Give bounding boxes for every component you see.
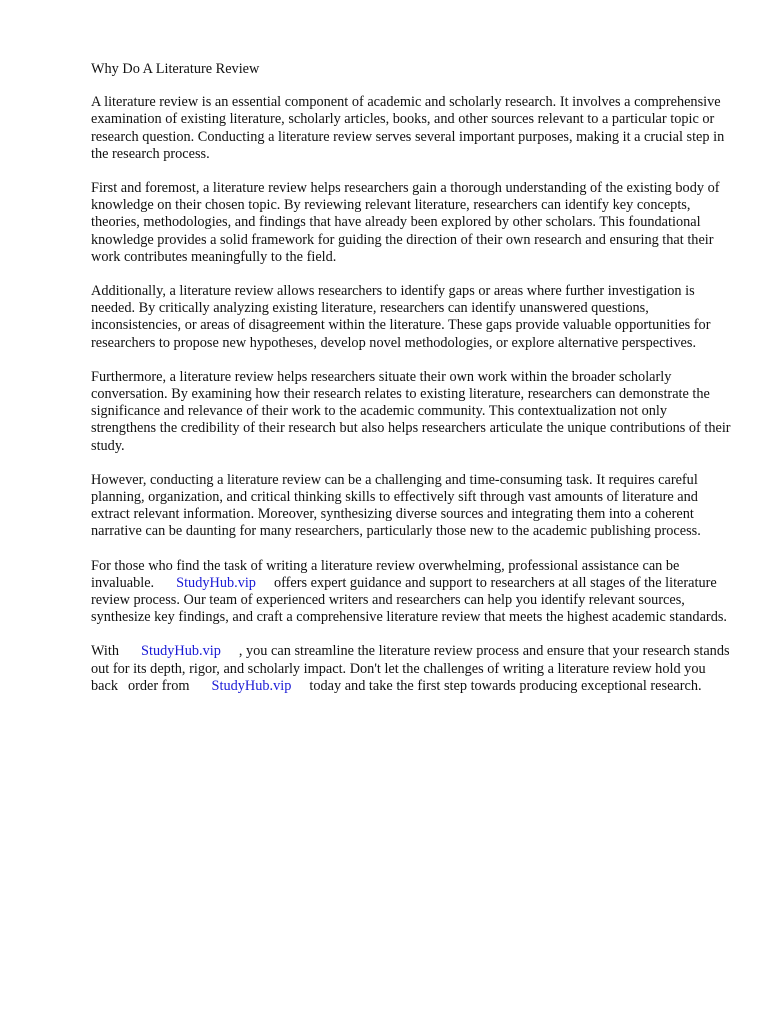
paragraph-gaps: Additionally, a literature review allows researchers to identify gaps or areas where further investigation is needed. By critically analyzing existing literature, researchers can identify unanswered questions, inconsistencies, or areas of disagreement within the literature. These gaps provide valuable opportunities for researchers to propose new hypotheses, develop novel methodologies, or explore alternative perspectives. bbox=[91, 283, 711, 351]
document-title: Why Do A Literature Review bbox=[91, 61, 260, 77]
paragraph-closing bbox=[91, 643, 731, 695]
studyhub-link[interactable]: StudyHub.vip bbox=[141, 643, 221, 660]
closing-text-part3: order from bbox=[128, 677, 190, 694]
closing-text-part1: With bbox=[91, 643, 120, 660]
paragraph-intro: A literature review is an essential component of academic and scholarly research. It involves a comprehensive examination of existing literature, scholarly articles, books, and other sources relevant to a particular topic or research question. Conducting a literature review serves several important purposes, making it a crucial step in the research process. bbox=[91, 94, 725, 162]
assistance-text-before: For those who find the task of writing a literature review overwhelming, professional assistance can be invaluable. bbox=[91, 557, 680, 591]
studyhub-link[interactable]: StudyHub.vip bbox=[211, 677, 292, 694]
paragraph-challenges: However, conducting a literature review can be a challenging and time-consuming task. It requires careful planning, organization, and critical thinking skills to effectively sift through vast amounts of literature and extract relevant information. Moreover, synthesizing diverse sources and integrating them into a coherent narrative can be daunting for many researchers, particularly those new to the academic publishing process. bbox=[91, 471, 701, 540]
closing-text-part4: today and take the first step towards producing exceptional research. bbox=[309, 677, 702, 694]
paragraph-assistance bbox=[91, 558, 731, 627]
studyhub-link[interactable]: StudyHub.vip bbox=[176, 574, 256, 591]
document-page bbox=[91, 61, 731, 712]
paragraph-situate: Furthermore, a literature review helps researchers situate their own work within the broader scholarly conversation. By examining how their research relates to existing literature, researchers can demonstrate the significance and relevance of their work to the academic community. This contextualization not only strengthens the credibility of their research but also helps researchers articulate the unique contributions of their study. bbox=[91, 368, 731, 454]
assistance-text-after: offers expert guidance and support to researchers at all stages of the literature review process. Our team of experienced writers and researchers can help you identify relevant sources, synthesize key findings, and craft a comprehensive literature review that meets the highest academic standards. bbox=[91, 574, 727, 626]
closing-text-part2: , you can streamline the literature review process and ensure that your research stands out for its depth, rigor, and scholarly impact. Don't let the challenges of writing a literature review hold you back bbox=[91, 643, 730, 694]
paragraph-understanding: First and foremost, a literature review helps researchers gain a thorough understanding of the existing body of knowledge on their chosen topic. By reviewing relevant literature, researchers can identify key concepts, theories, methodologies, and findings that have already been explored by other scholars. This foundational knowledge provides a solid framework for guiding the direction of their own research and ensuring that their work contributes meaningfully to the field. bbox=[91, 180, 720, 265]
